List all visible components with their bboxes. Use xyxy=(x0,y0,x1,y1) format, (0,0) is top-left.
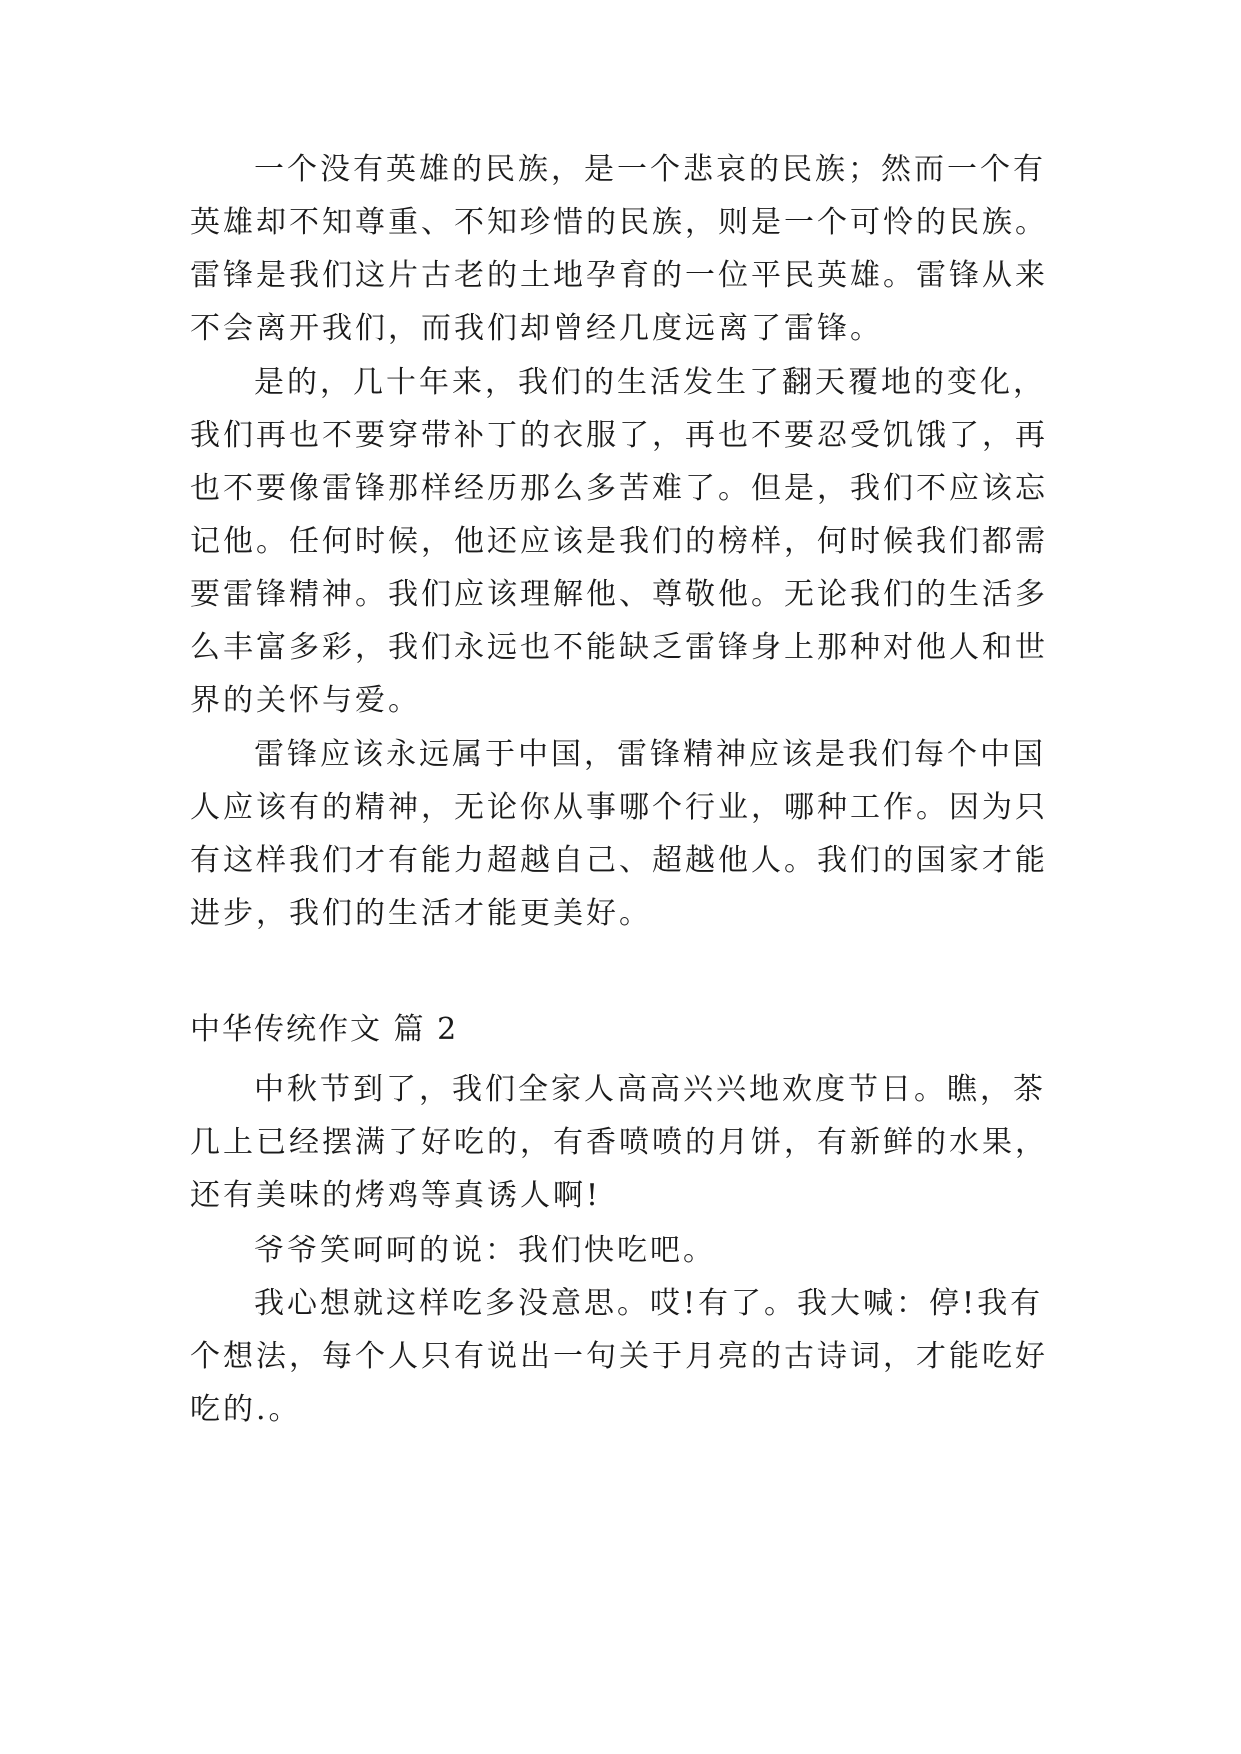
paragraph-line: 么丰富多彩，我们永远也不能缺乏雷锋身上那种对他人和世 xyxy=(190,630,1048,665)
paragraph-line: 一个没有英雄的民族，是一个悲哀的民族；然而一个有 xyxy=(254,152,1046,187)
paragraph-line: 要雷锋精神。我们应该理解他、尊敬他。无论我们的生活多 xyxy=(190,577,1048,612)
paragraph-line: 几上已经摆满了好吃的，有香喷喷的月饼，有新鲜的水果， xyxy=(190,1125,1048,1160)
paragraph-line: 有这样我们才有能力超越自己、超越他人。我们的国家才能 xyxy=(190,843,1048,878)
paragraph-line: 人应该有的精神，无论你从事哪个行业，哪种工作。因为只 xyxy=(190,790,1048,825)
paragraph-line: 也不要像雷锋那样经历那么多苦难了。但是，我们不应该忘 xyxy=(190,471,1048,506)
paragraph-line: 记他。任何时候，他还应该是我们的榜样，何时候我们都需 xyxy=(190,524,1048,559)
paragraph-line: 雷锋是我们这片古老的土地孕育的一位平民英雄。雷锋从来 xyxy=(190,258,1048,293)
paragraph-line: 爷爷笑呵呵的说：我们快吃吧。 xyxy=(254,1233,716,1268)
paragraph-line: 我们再也不要穿带补丁的衣服了，再也不要忍受饥饿了，再 xyxy=(190,418,1048,453)
paragraph-line: 我心想就这样吃多没意思。哎!有了。我大喊：停!我有 xyxy=(254,1286,1044,1321)
paragraph-line: 英雄却不知尊重、不知珍惜的民族，则是一个可怜的民族。 xyxy=(190,205,1048,240)
paragraph-line: 雷锋应该永远属于中国，雷锋精神应该是我们每个中国 xyxy=(254,737,1046,772)
paragraph-line: 界的关怀与爱。 xyxy=(190,683,421,718)
paragraph-line: 进步，我们的生活才能更美好。 xyxy=(190,896,652,931)
section-heading: 中华传统作文 篇 2 xyxy=(190,1012,459,1047)
paragraph-line: 个想法，每个人只有说出一句关于月亮的古诗词，才能吃好 xyxy=(190,1339,1048,1374)
paragraph-line: 中秋节到了，我们全家人高高兴兴地欢度节日。瞧，茶 xyxy=(254,1072,1046,1107)
paragraph-line: 是的，几十年来，我们的生活发生了翻天覆地的变化， xyxy=(254,365,1046,400)
paragraph-line: 还有美味的烤鸡等真诱人啊! xyxy=(190,1178,602,1213)
paragraph-line: 吃的.。 xyxy=(190,1392,302,1427)
paragraph-line: 不会离开我们，而我们却曾经几度远离了雷锋。 xyxy=(190,311,883,346)
